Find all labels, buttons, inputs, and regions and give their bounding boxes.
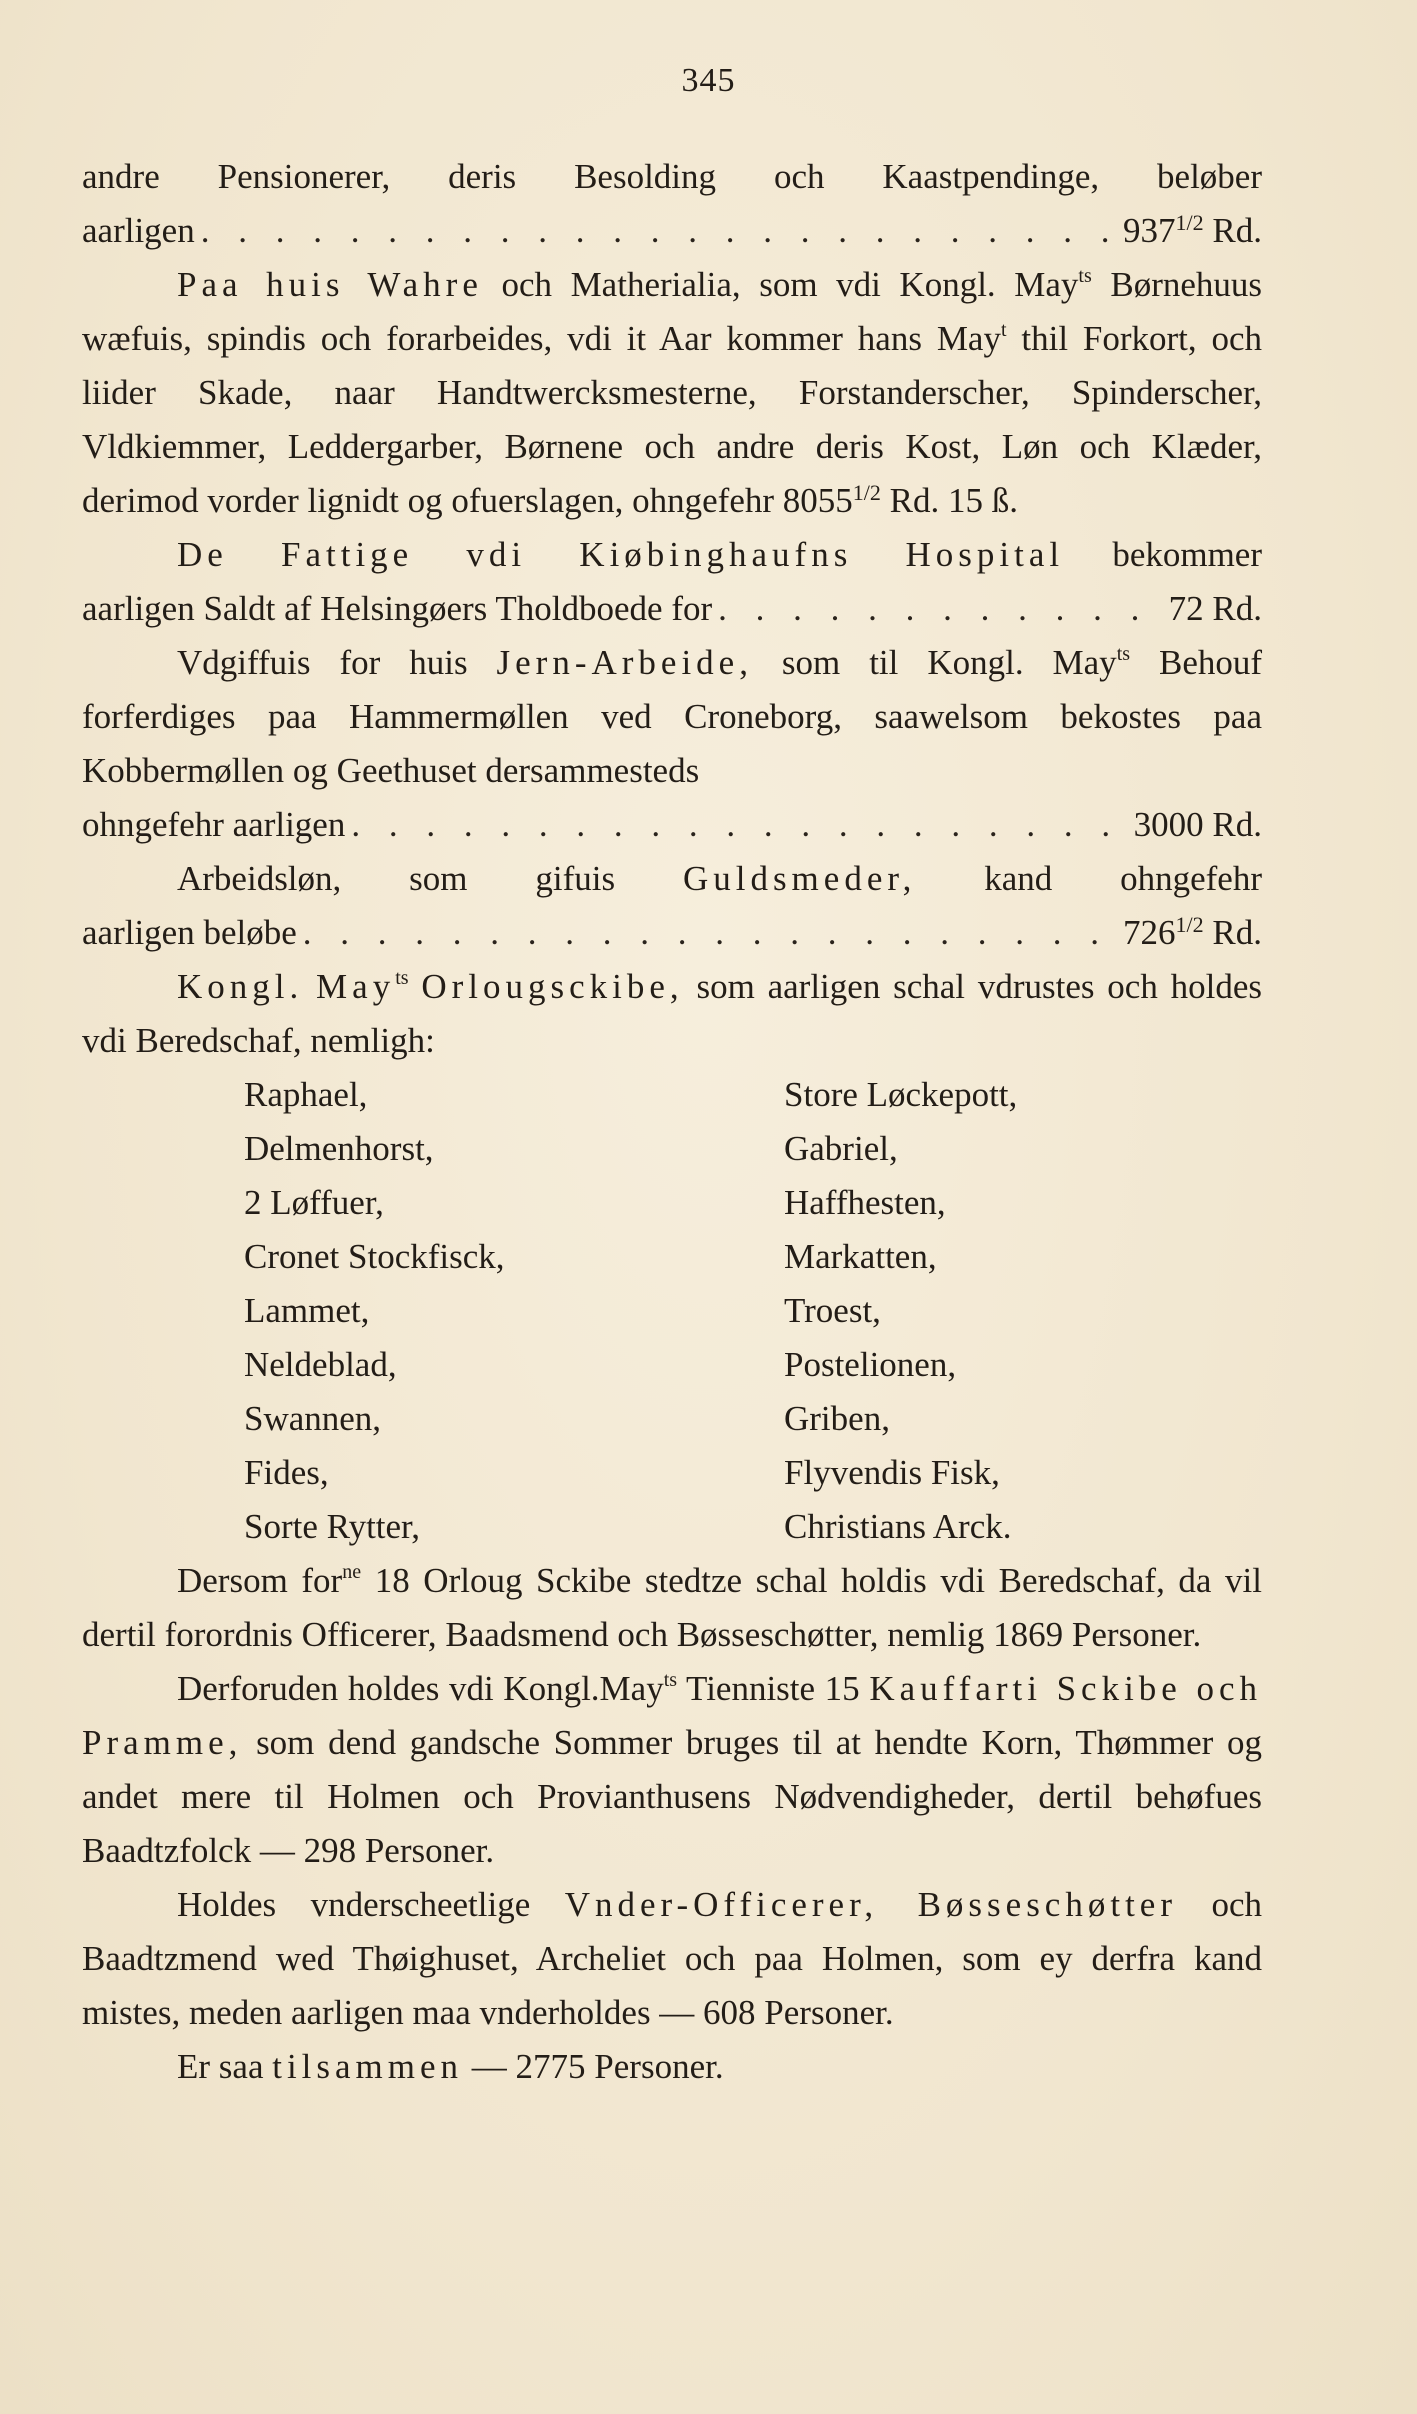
officers-start: Holdes vnderscheetlige <box>177 1885 531 1924</box>
crew-text-1: 18 Orloug Sckibe stedtze schal holdis vdi Beredschaf, da vil dertil forordnis Officerer, Baadsmend och Bøsseschøtter, nemlig 1869 Personer. <box>82 1561 1262 1654</box>
iron-work-text <box>82 636 1262 798</box>
paragraph-goldsmiths <box>82 852 1262 960</box>
iron-work-text-2: Behouf forferdiges paa Hammermøllen ved Croneborg, saawelsom bekostes paa Kobbermøllen og Geethuset dersammesteds <box>82 643 1263 790</box>
goldsmiths-start: Arbeidsløn, som gifuis <box>177 859 616 898</box>
ship-name: Gabriel, <box>784 1129 898 1168</box>
ship-name: 2 Løffuer, <box>244 1183 384 1222</box>
crew-sup: ne <box>342 1561 362 1583</box>
pensions-amount <box>1117 204 1262 258</box>
paragraph-crew <box>82 1554 1262 1662</box>
hospital-text-1: bekommer <box>1112 535 1262 574</box>
officers-spaced-2: Baadtzmend <box>82 1939 257 1978</box>
officers-spaced-1: Vnder-Officerer, Bøsseschøtter <box>564 1885 1177 1924</box>
ship-name: Raphael, <box>244 1075 368 1114</box>
paragraph-officers <box>82 1878 1262 2040</box>
pensions-amount-row <box>82 204 1262 258</box>
total-start: Er saa <box>177 2047 264 2086</box>
wares-text-2: Børnehuus wæfuis, spindis och forarbeides, vdi it Aar kommer hans <box>82 265 1262 358</box>
naval-ships-may: May <box>316 967 396 1006</box>
pensions-line: andre Pensionerer, deris Besolding och Kaastpendinge, beløber <box>82 157 1262 196</box>
goldsmiths-amount-value: 726 <box>1123 913 1176 952</box>
merchant-may-sup: ts <box>663 1669 678 1691</box>
officers-text-1: och <box>1211 1885 1263 1924</box>
officers-text-2: wed Thøighuset, Archeliet och paa Holmen, som ey derfra kand mistes, meden aarligen maa vnderholdes — 608 Personer. <box>82 1939 1263 2032</box>
leader-dots <box>303 906 1117 960</box>
ship-name: Cronet Stockfisck, <box>244 1237 505 1276</box>
merchant-may: May <box>599 1669 664 1708</box>
pensions-amount-fraction: 1/2 <box>1175 210 1204 235</box>
iron-work-amount-row <box>82 798 1262 852</box>
wares-text-3: thil Forkort, och liider Skade, naar Handtwercksmesterne, Forstanderscher, Spinderscher, Vldkiemmer, Leddergarber, Børnene och andre deris Kost, Løn och Klæder, derimod vorder lignidt og ofuerslagen, ohngefehr 8055 <box>82 319 1263 520</box>
wares-lead: Paa huis Wahre <box>177 265 483 304</box>
goldsmiths-spaced: Guldsmeder, <box>682 859 917 898</box>
paragraph-pensions <box>82 150 1262 258</box>
ship-name: Flyvendis Fisk, <box>784 1453 1000 1492</box>
page-number: 345 <box>681 62 736 99</box>
hospital-amount-value: 72 <box>1168 589 1204 628</box>
hospital-amount-row <box>82 582 1262 636</box>
ship-name: Markatten, <box>784 1237 937 1276</box>
naval-ships-start: Kongl. <box>177 967 304 1006</box>
hospital-line <box>82 528 1262 582</box>
iron-work-start: Vdgiffuis for huis <box>177 643 468 682</box>
iron-work-text-1: som til Kongl. <box>781 643 1024 682</box>
ship-name: Haffhesten, <box>784 1183 946 1222</box>
iron-work-amount <box>1128 798 1262 852</box>
goldsmiths-amount-row <box>82 906 1262 960</box>
iron-work-amount-value: 3000 <box>1133 805 1204 844</box>
paragraph-iron-work <box>82 636 1262 852</box>
goldsmiths-amount <box>1117 906 1262 960</box>
iron-work-label: ohngefehr aarligen <box>82 805 346 844</box>
goldsmiths-amount-fraction: 1/2 <box>1175 912 1204 937</box>
ship-name: Lammet, <box>244 1291 370 1330</box>
paragraph-naval-ships <box>82 960 1262 1068</box>
ship-name: Fides, <box>244 1453 329 1492</box>
merchant-text-1: Tienniste 15 <box>686 1669 860 1708</box>
goldsmiths-amount-unit: Rd. <box>1212 913 1262 952</box>
wares-may-2: May <box>936 319 1001 358</box>
ship-name: Delmenhorst, <box>244 1129 434 1168</box>
wares-may-1: May <box>1014 265 1079 304</box>
hospital-lead: De Fattige vdi Kiøbinghaufns Hospital <box>177 535 1065 574</box>
total-spaced: tilsammen <box>272 2047 464 2086</box>
iron-work-may: May <box>1052 643 1117 682</box>
leader-dots <box>351 798 1127 852</box>
naval-ships-may-sup: ts <box>395 967 409 989</box>
pensions-amount-value: 937 <box>1123 211 1176 250</box>
hospital-amount <box>1163 582 1262 636</box>
pensions-label: aarligen <box>82 211 195 250</box>
wares-text-4: Rd. 15 ß. <box>889 481 1019 520</box>
leader-dots <box>201 204 1117 258</box>
naval-ships-text-1: som aarligen schal vdrustes och holdes vdi Beredschaf, nemligh: <box>82 967 1262 1060</box>
hospital-amount-unit: Rd. <box>1212 589 1262 628</box>
goldsmiths-text-1: kand ohngefehr <box>984 859 1262 898</box>
leader-dots <box>718 582 1163 636</box>
paragraph-hospital <box>82 528 1262 636</box>
ship-name: Griben, <box>784 1399 890 1438</box>
ship-name: Sorte Rytter, <box>244 1507 421 1546</box>
page-text <box>82 150 1262 2094</box>
goldsmiths-label: aarligen beløbe <box>82 913 297 952</box>
ship-name: Store Løckepott, <box>784 1075 1018 1114</box>
ship-name: Troest, <box>784 1291 881 1330</box>
ship-name: Swannen, <box>244 1399 382 1438</box>
wares-fraction: 1/2 <box>852 480 881 505</box>
iron-work-amount-unit: Rd. <box>1212 805 1262 844</box>
ship-name: Neldeblad, <box>244 1345 397 1384</box>
crew-start: Dersom for <box>177 1561 343 1600</box>
hospital-label: aarligen Saldt af Helsingøers Tholdboede for <box>82 589 713 628</box>
ship-name: Postelionen, <box>784 1345 957 1384</box>
paragraph-wares <box>82 258 1262 528</box>
merchant-spaced: Kauffarti Sckibe och Pramme, <box>82 1669 1263 1762</box>
wares-text-1: och Matherialia, som vdi Kongl. <box>501 265 996 304</box>
merchant-start: Derforuden holdes vdi Kongl. <box>177 1669 600 1708</box>
wares-may-1-sup: ts <box>1078 265 1092 287</box>
paragraph-merchant-ships <box>82 1662 1262 1878</box>
wares-may-2-sup: t <box>1000 319 1007 341</box>
total-text-1: — 2775 Personer. <box>471 2047 724 2086</box>
ship-name: Christians Arck. <box>784 1507 1012 1546</box>
goldsmiths-line <box>82 852 1262 906</box>
ship-list <box>82 1068 1262 1554</box>
pensions-amount-unit: Rd. <box>1212 211 1262 250</box>
iron-work-may-sup: ts <box>1116 643 1131 665</box>
naval-ships-spaced: Orlougsckibe, <box>421 967 684 1006</box>
iron-work-spaced: Jern-Arbeide, <box>496 643 753 682</box>
merchant-text-2: som dend gandsche Sommer bruges til at hendte Korn, Thømmer og andet mere til Holmen och Provianthusens Nødvendigheder, dertil behøfues Baadtzfolck — 298 Personer. <box>82 1723 1263 1870</box>
paragraph-total <box>82 2040 1262 2094</box>
